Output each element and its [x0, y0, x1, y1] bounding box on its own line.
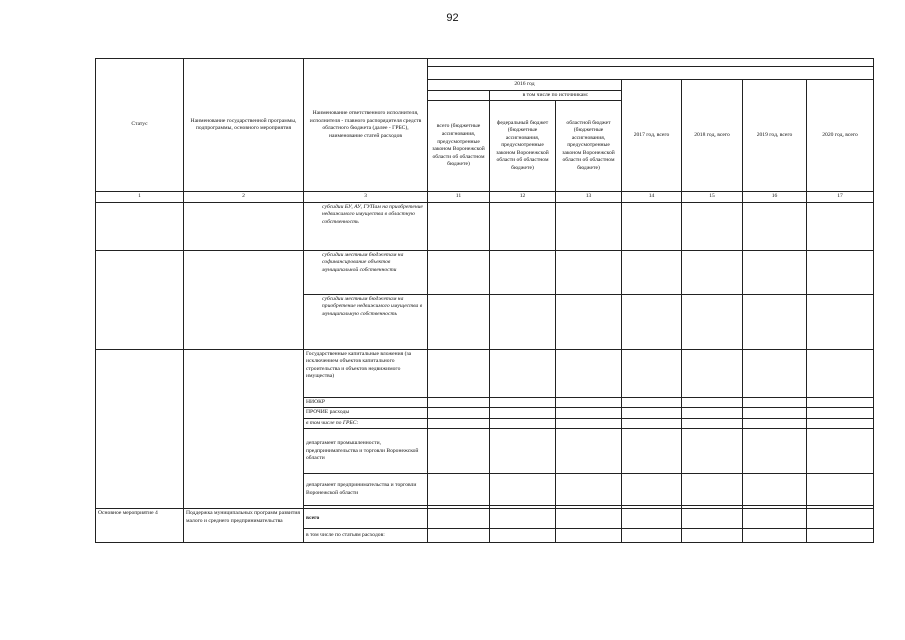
col-num: 14 — [622, 192, 682, 203]
col-num: 3 — [304, 192, 428, 203]
header-federal-2016: федеральный бюджет (бюджетные ассигнования, предусмотренные законом Воронежской области об областном бюджете) — [490, 101, 556, 192]
row-main-measure-4-status: Основное мероприятие 4 — [96, 509, 184, 543]
budget-table — [95, 58, 874, 543]
header-2018: 2018 год, всего — [682, 80, 743, 192]
col-num: 17 — [807, 192, 874, 203]
col-num: 12 — [490, 192, 556, 203]
column-number-row — [96, 192, 874, 203]
row-main-measure-4-total: всего — [304, 509, 428, 529]
header-year-2016: 2016 год — [428, 80, 622, 91]
row-other-expenses: ПРОЧИЕ расходы — [304, 408, 428, 419]
table-row — [96, 202, 874, 250]
header-2017: 2017 год, всего — [622, 80, 682, 192]
col-num: 13 — [556, 192, 622, 203]
header-2019: 2019 год, всего — [743, 80, 807, 192]
header-spacer — [428, 59, 874, 67]
col-num: 2 — [184, 192, 304, 203]
header-blank — [428, 67, 874, 80]
header-total-2016: всего (бюджетные ассигнования, предусмотренные законом Воронежской области об областном бюджете) — [428, 101, 490, 192]
col-num: 15 — [682, 192, 743, 203]
row-niokr: НИОКР — [304, 397, 428, 408]
row-dept-entrepreneurship: департамент предпринимательства и торговли Воронежской области — [304, 474, 428, 506]
table-row — [96, 349, 874, 397]
row-main-measure-4-name: Поддержка муниципальных программ развития малого и среднего предпринимательства — [184, 509, 304, 543]
table-row — [96, 509, 874, 529]
row-incl-expense-items: в том числе по статьям расходов: — [304, 529, 428, 543]
col-num: 11 — [428, 192, 490, 203]
row-capital-investments: Государственные капитальные вложения (за исключением объектов капитального строительства и объектов недвижимого имущества) — [304, 349, 428, 397]
row-incl-grbs: в том числе по ГРБС: — [304, 418, 428, 429]
row-subsidy-bu: субсидии БУ, АУ, ГУПам на приобретение недвижимого имущества в областную собственность — [304, 202, 428, 250]
page-number: 92 — [446, 12, 459, 24]
header-regional-2016: областной бюджет (бюджетные ассигнования, предусмотренные законом Воронежской области об областном бюджете) — [556, 101, 622, 192]
col-num: 1 — [96, 192, 184, 203]
header-incl-sources: в том числе по источникам: — [490, 90, 622, 101]
table-row — [96, 250, 874, 294]
header-executor: Наименование ответственного исполнителя, исполнителя - главного распорядителя средств областного бюджета (далее - ГРБС), наименование статей расходов — [304, 59, 428, 192]
header-status: Статус — [96, 59, 184, 192]
row-subsidy-municipal-property: субсидии местным бюджетам на приобретение недвижимого имущества в муниципальную собственность — [304, 294, 428, 349]
header-program-name: Наименование государственной программы, подпрограммы, основного мероприятия — [184, 59, 304, 192]
row-dept-industry: департамент промышленности, предпринимательства и торговли Воронежской области — [304, 429, 428, 474]
row-subsidy-cofinancing: субсидии местным бюджетам на софинансирование объектов муниципальной собственности — [304, 250, 428, 294]
header-sources-gap — [428, 90, 490, 101]
budget-table-frame — [95, 58, 873, 542]
header-2020: 2020 год, всего — [807, 80, 874, 192]
header-top-row — [96, 59, 874, 67]
col-num: 16 — [743, 192, 807, 203]
